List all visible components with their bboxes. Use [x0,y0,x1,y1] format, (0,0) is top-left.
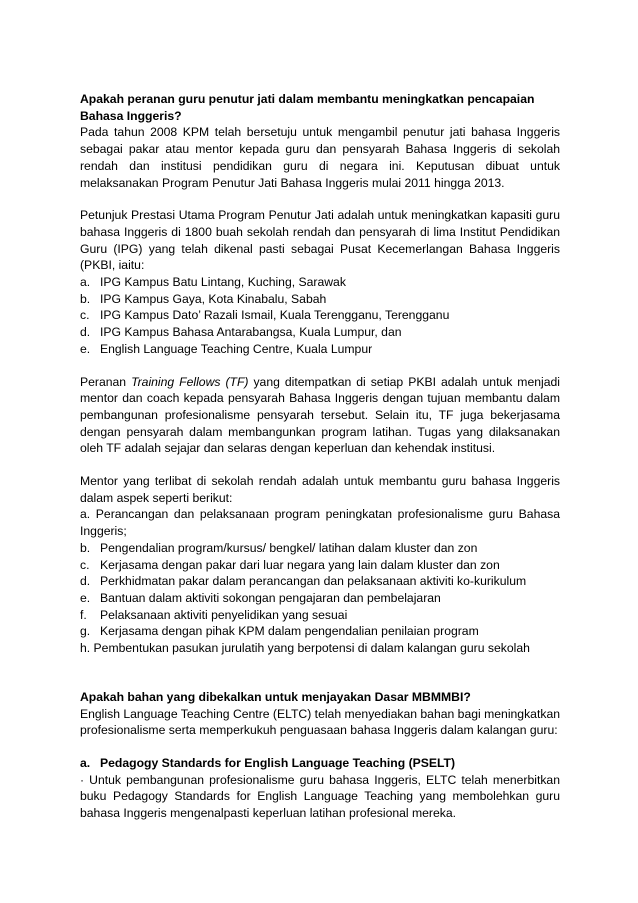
paragraph-eltc: English Language Teaching Centre (ELTC) telah menyediakan bahan bagi meningkatkan profesionalisme serta memperkukuh penguasaan bahasa Inggeris dalam kalangan guru: [80,706,560,738]
list-item-text: Bantuan dalam aktiviti sokongan pengajaran dan pembelajaran [100,590,441,605]
list-marker: a. [80,275,91,290]
list-marker: b. [80,291,91,306]
list-item-text: IPG Kampus Gaya, Kota Kinabalu, Sabah [100,291,327,306]
paragraph-training-fellows [80,374,560,458]
paragraph-text: Peranan [80,374,132,389]
paragraph-kpm-2008: Pada tahun 2008 KPM telah bersetuju untuk mengambil penutur jati bahasa Inggeris sebagai pakar atau mentor kepada guru dan pensyarah Bahasa Inggeris di sekolah rendah dan institusi pendidikan guru di negara ini. Keputusan dibuat untuk melaksanakan Program Penutur Jati Bahasa Inggeris mulai 2011 hingga 2013. [80,125,560,190]
paragraph-text: yang ditempatkan di setiap PKBI adalah untuk menjadi mentor dan coach kepada pensyarah Bahasa Inggeris dengan tujuan membantu dalam pembangunan profesionalisme pensyarah tersebut. Selain itu, TF juga bekerjasama dengan pensyarah dalam membangunkan program latihan. Tugas yang dilaksanakan oleh TF adalah sejajar dan selaras dengan keperluan dan kehendak institusi. [80,374,560,456]
mentor-list [80,540,560,640]
list-item-text: Pelaksanaan aktiviti penyelidikan yang sesuai [100,607,348,622]
list-item-text: Kerjasama dengan pihak KPM dalam pengendalian penilaian program [100,624,479,639]
list-item [80,557,560,574]
list-item: a. Perancangan dan pelaksanaan program peningkatan profesionalisme guru Bahasa Inggeris; [80,507,560,539]
list-item-text: IPG Kampus Dato’ Razali Ismail, Kuala Terengganu, Terengganu [100,308,450,323]
section-heading-materials: Apakah bahan yang dibekalkan untuk menjayakan Dasar MBMMBI? [80,689,471,704]
list-marker: f. [80,607,87,622]
list-item-text: IPG Kampus Bahasa Antarabangsa, Kuala Lumpur, dan [100,325,402,340]
list-marker: e. [80,590,91,605]
paragraph-kpi-program: Petunjuk Prestasi Utama Program Penutur Jati adalah untuk meningkatkan kapasiti guru bahasa Inggeris di 1800 buah sekolah rendah dan pensyarah di lima Institut Pendidikan Guru (IPG) yang telah dikenal pasti sebagai Pusat Kecemerlangan Bahasa Inggeris (PKBI, iaitu: [80,208,560,273]
list-marker: a. [80,755,91,770]
list-marker: e. [80,341,91,356]
list-item [80,607,560,624]
section-heading-native-speaker: Apakah peranan guru penutur jati dalam membantu meningkatkan pencapaian Bahasa Inggeris? [80,92,535,123]
list-item [80,324,560,341]
list-item [80,307,560,324]
list-item-text: Kerjasama dengan pakar dari luar negara yang lain dalam kluster dan zon [100,557,500,572]
list-item-text: Pengendalian program/kursus/ bengkel/ latihan dalam kluster dan zon [100,540,478,555]
pkbi-list [80,274,560,358]
document-page [80,91,560,822]
list-item-text: Perkhidmatan pakar dalam perancangan dan pelaksanaan aktiviti ko-kurikulum [100,574,527,589]
list-marker: b. [80,540,91,555]
list-item [80,573,560,590]
subheading-pselt [80,755,560,772]
list-item [80,341,560,358]
training-fellows-term: Training Fellows (TF) [131,374,249,389]
paragraph-mentor: Mentor yang terlibat di sekolah rendah adalah untuk membantu guru bahasa Inggeris dalam aspek seperti berikut: [80,474,560,505]
list-marker: d. [80,325,91,340]
list-item [80,274,560,291]
list-marker: d. [80,574,91,589]
list-item [80,623,560,640]
list-item [80,590,560,607]
list-item-text: English Language Teaching Centre, Kuala Lumpur [100,341,373,356]
list-marker: c. [80,557,90,572]
list-marker: g. [80,624,91,639]
list-item: h. Pembentukan pasukan jurulatih yang berpotensi di dalam kalangan guru sekolah [80,641,530,656]
list-item [80,291,560,308]
subheading-text: Pedagogy Standards for English Language Teaching (PSELT) [100,755,456,770]
list-marker: c. [80,308,90,323]
list-item-text: IPG Kampus Batu Lintang, Kuching, Sarawak [100,275,346,290]
paragraph-pselt: · Untuk pembangunan profesionalisme guru bahasa Inggeris, ELTC telah menerbitkan buku Pedagogy Standards for English Language Teaching yang membolehkan guru bahasa Inggeris mengenalpasti keperluan latihan profesional mereka. [80,772,560,821]
list-item [80,540,560,557]
